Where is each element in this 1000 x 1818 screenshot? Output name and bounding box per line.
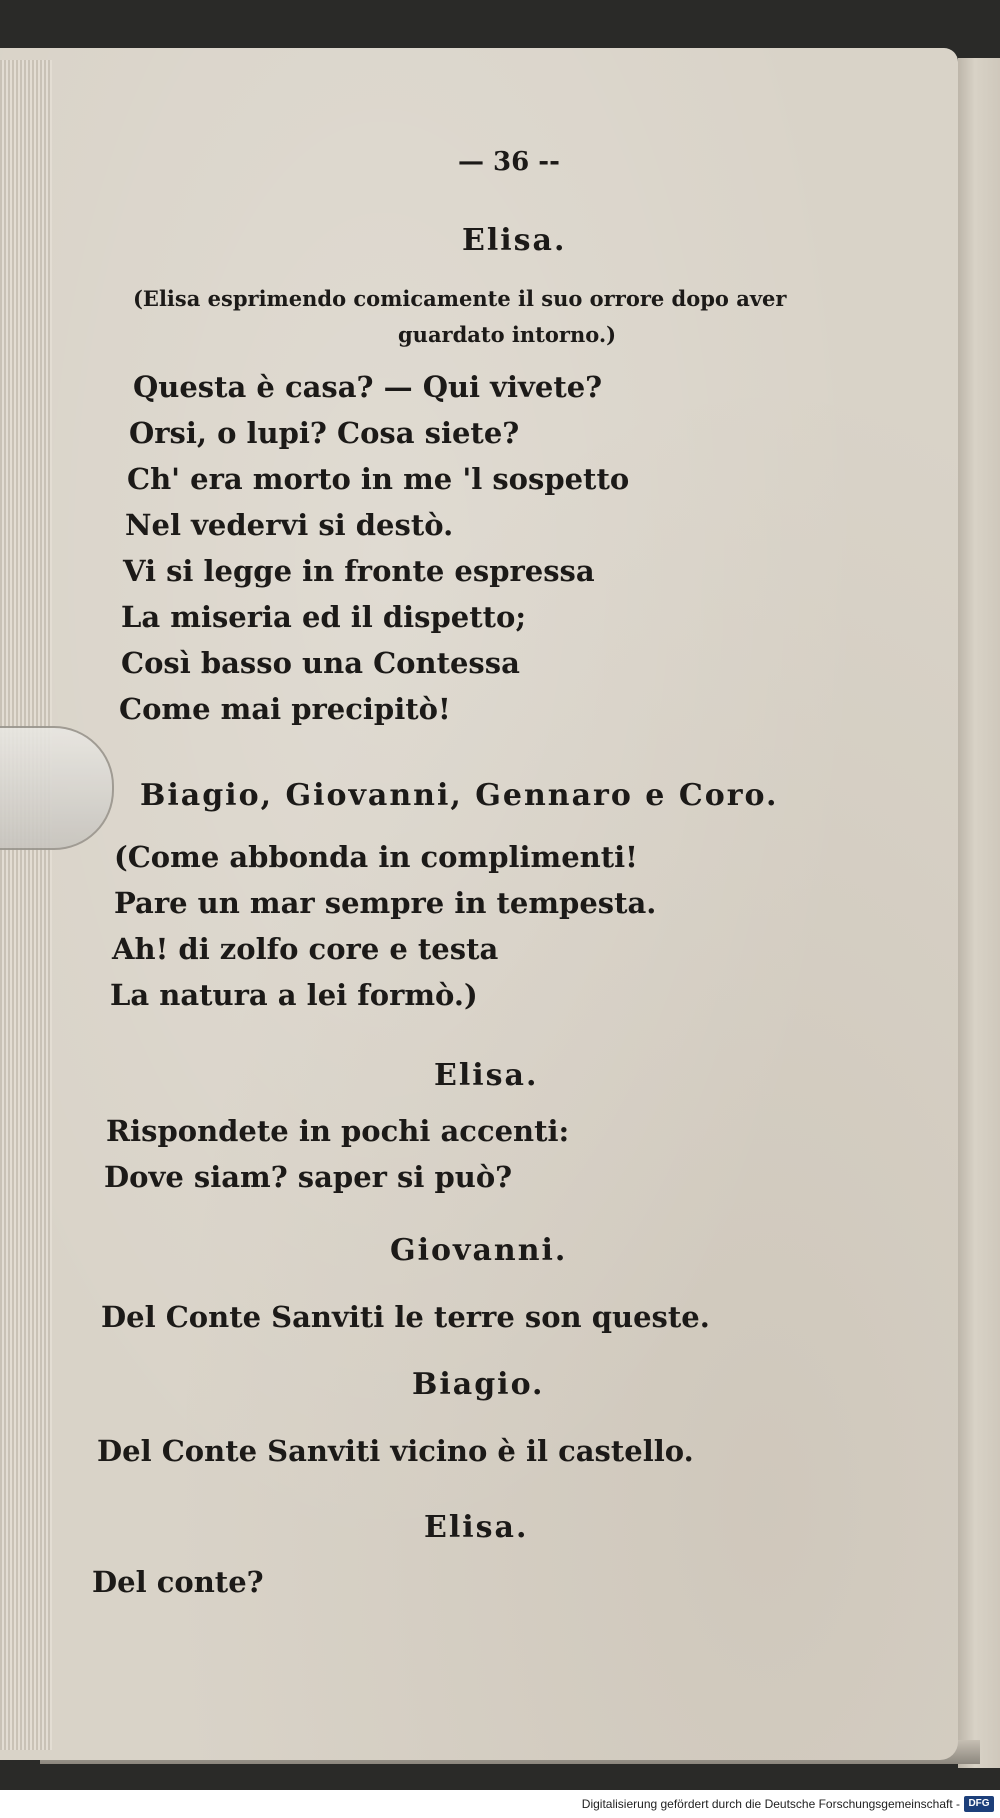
dfg-logo: DFG xyxy=(964,1796,994,1812)
verse-line: Vi si legge in fronte espressa xyxy=(123,554,595,588)
verse-line: Questa è casa? — Qui vivete? xyxy=(133,370,603,404)
speaker-name: Elisa. xyxy=(462,223,567,258)
verse-line: Ah! di zolfo core e testa xyxy=(112,932,499,966)
page-clip xyxy=(0,726,114,850)
verse-line: La natura a lei formò.) xyxy=(110,978,478,1012)
stage-direction: (Elisa esprimendo comicamente il suo orrore dopo aver xyxy=(133,286,787,311)
verse-line: La miseria ed il dispetto; xyxy=(121,600,527,634)
speaker-name: Biagio. xyxy=(412,1367,545,1402)
verse-line: Orsi, o lupi? Cosa siete? xyxy=(129,416,520,450)
verse-line: Ch' era morto in me 'l sospetto xyxy=(127,462,630,496)
verse-line: Rispondete in pochi accenti: xyxy=(106,1114,570,1148)
footer-credit: Digitalisierung gefördert durch die Deutsche Forschungsgemeinschaft - xyxy=(581,1797,960,1811)
speaker-name: Giovanni. xyxy=(390,1233,568,1268)
speaker-name: Elisa. xyxy=(424,1510,529,1545)
verse-line: (Come abbonda in complimenti! xyxy=(114,840,638,874)
verse-line: Dove siam? saper si può? xyxy=(104,1160,513,1194)
verse-line: Nel vedervi si destò. xyxy=(125,508,454,542)
verse-line: Pare un mar sempre in tempesta. xyxy=(114,886,657,920)
speaker-name: Biagio, Giovanni, Gennaro e Coro. xyxy=(140,778,779,813)
page-gutter-edge xyxy=(0,60,52,1750)
verse-line: Così basso una Contessa xyxy=(121,646,520,680)
verse-line: Del Conte Sanviti vicino è il castello. xyxy=(97,1434,694,1468)
speaker-name: Elisa. xyxy=(434,1058,539,1093)
verse-line: Del conte? xyxy=(92,1565,264,1599)
book-back-pages xyxy=(958,58,1000,1768)
verse-line: Del Conte Sanviti le terre son queste. xyxy=(101,1300,710,1334)
stage-direction: guardato intorno.) xyxy=(398,322,617,347)
verse-line: Come mai precipitò! xyxy=(119,692,451,726)
page-number: — 36 -- xyxy=(458,147,560,177)
